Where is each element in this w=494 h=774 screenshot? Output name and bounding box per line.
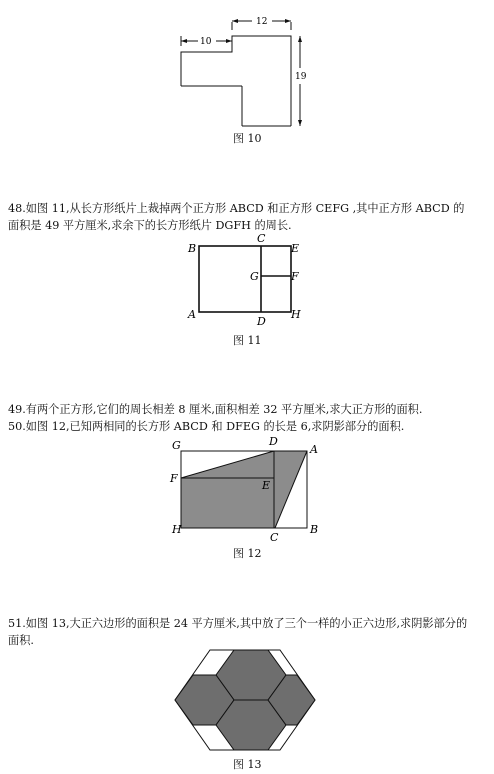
fig11-label-F: F	[291, 270, 299, 283]
q49-text: 49.有两个正方形,它们的周长相差 8 厘米,面积相差 32 平方厘米,求大正方形的面积.	[8, 403, 423, 416]
fig12-label-A: A	[310, 443, 318, 456]
figure-10	[0, 8, 494, 138]
q48-line2: 面积是 49 平方厘米,求余下的长方形纸片 DGFH 的周长.	[8, 219, 292, 232]
fig12-label-E: E	[262, 479, 271, 492]
fig10-dim-right: 19	[295, 72, 307, 82]
fig12-caption: 图 12	[233, 547, 262, 560]
fig10-caption: 图 10	[233, 132, 262, 145]
fig12-label-C: C	[270, 531, 279, 544]
fig12-label-D: D	[269, 435, 278, 448]
q50-text: 50.如图 12,已知两相同的长方形 ABCD 和 DFEG 的长是 6,求阴影部分的面积.	[8, 420, 405, 433]
fig12-label-G: G	[172, 439, 181, 452]
fig10-l-shape	[181, 36, 291, 126]
fig10-dim-left: 10	[200, 37, 212, 47]
fig10-dim-top: 12	[256, 17, 268, 27]
fig13-caption: 图 13	[233, 758, 262, 771]
q48-line1: 48.如图 11,从长方形纸片上裁掉两个正方形 ABCD 和正方形 CEFG ,其中正方形 ABCD 的	[8, 202, 465, 215]
fig11-label-G: G	[250, 270, 259, 283]
figure-11	[0, 230, 494, 330]
q51-line1: 51.如图 13,大正六边形的面积是 24 平方厘米,其中放了三个一样的小正六边形,求阴影部分的	[8, 617, 468, 630]
fig11-label-A: A	[188, 308, 196, 321]
fig11-label-C: C	[257, 232, 266, 245]
fig12-shaded-region	[181, 451, 307, 528]
fig11-label-D: D	[257, 315, 266, 328]
fig11-label-B: B	[188, 242, 197, 255]
fig11-caption: 图 11	[233, 334, 262, 347]
fig11-label-H: H	[291, 308, 301, 321]
fig12-label-B: B	[310, 523, 319, 536]
fig11-outer-rect	[199, 246, 291, 312]
fig11-label-E: E	[291, 242, 300, 255]
q51-line2: 面积.	[8, 634, 34, 647]
fig12-label-F: F	[170, 472, 178, 485]
fig12-label-H: H	[172, 523, 182, 536]
figure-12	[0, 435, 494, 545]
figure-13	[0, 645, 494, 755]
